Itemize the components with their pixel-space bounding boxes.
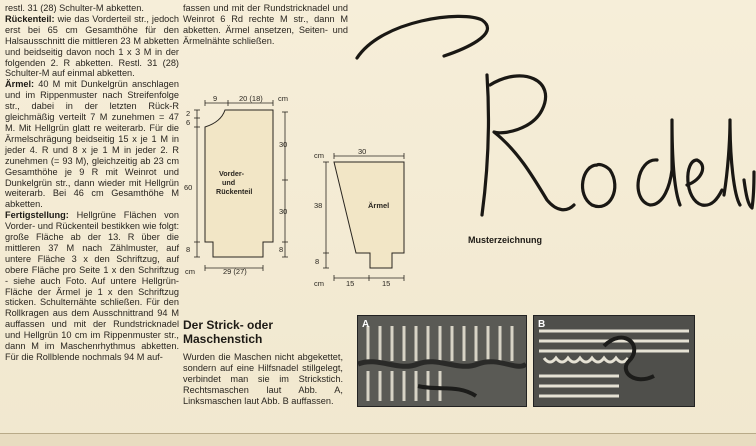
sleeve-left-dim-bottom: 8 (315, 257, 320, 266)
photo-b-label: B (538, 319, 546, 330)
photo-a-label: A (362, 319, 370, 330)
knit-stitch-illustration-a (358, 316, 526, 406)
body-left-dim-top: 2 (186, 109, 191, 118)
paragraph-sleeve (5, 79, 179, 210)
body-label-3: Rückenteil (216, 187, 253, 196)
sleeve-bottom-dim-1: 15 (346, 279, 355, 288)
text-back: wie das Vorderteil str., jedoch erst bei 65 cm Gesamthöhe für den Halsausschnitt die mittleren 23 M abketten und beidseitig davon noch 1 x 3 M in der folgenden 2. R abketten. Restl. 31 (28) Schulter-M auf einmal abketten. (5, 13, 179, 79)
musterzeichnung-label: Musterzeichnung (468, 235, 543, 245)
sleeve-top-unit: cm (314, 151, 324, 160)
text-front-end: restl. 31 (28) Schulter-M abketten. (5, 3, 144, 13)
text-finishing: Hellgrüne Flächen von Vorder- und Rückenteil bestikken wie folgt: große Fläche ab der 13. R über die mittleren 37 M nach Zählmuster, auf untere Fläche 3 x den Schriftzug, auf obere Fläche pro Seite 1 x den Schriftzug - siehe auch Foto. Auf untere Hellgrün-Fläche der Ärmel je 1 x den Schriftzug sticken. Schulternähte schließen. Für den Rollkragen aus dem Ausschnittrand 94 M auffassen und mit der Rundstricknadel und Hellgrün 10 cm im Rippenmuster str., dann M im Maschenrhythmus abketten. Für die Rollblende nochmals 94 M auf- (5, 210, 179, 362)
rodeln-script-pattern (352, 0, 756, 250)
body-schematic (183, 92, 303, 284)
photo-b (533, 315, 695, 407)
stitch-heading-line-1: Der Strick- oder (183, 318, 274, 332)
instructions-column-1 (5, 3, 179, 363)
body-top-unit: cm (278, 94, 288, 103)
sleeve-top-dim: 30 (358, 148, 367, 156)
body-top-dim-1: 9 (213, 94, 218, 103)
body-left-dim-bottom: 8 (186, 245, 191, 254)
sleeve-left-dim: 38 (314, 201, 323, 210)
paragraph-back (5, 14, 179, 79)
body-shape (205, 110, 273, 257)
photo-a (357, 315, 527, 407)
paragraph-finishing (5, 210, 179, 363)
sleeve-label: Ärmel (368, 201, 390, 210)
body-right-dim-mid: 30 (279, 207, 288, 216)
body-bottom-unit: cm (185, 267, 195, 276)
body-label-2: und (222, 178, 236, 187)
body-top-dim-2: 20 (18) (239, 94, 263, 103)
page-bottom-strip (0, 433, 756, 446)
stitch-text: Wurden die Maschen nicht abgekettet, sondern auf eine Hilfsnadel stillgelegt, verbindet man sie im Strickstich. Rechtsmaschen laut Abb. A, Linksmaschen laut Abb. B auffassen. (183, 352, 343, 406)
stitch-heading-line-2: Maschenstich (183, 332, 263, 346)
heading-back: Rückenteil: (5, 13, 55, 24)
text-sleeve: 40 M mit Dunkelgrün anschlagen und im Rippenmuster nach Streifenfolge str., dabei in der letzten Rück-R gleichmäßig verteilt 7 M zunehmen = 47 M. Mit Hellgrün glatt re weiterarb. Für die Ärmelschrägung beidseitig 15 x je 1 M in jeder 4. R und 8 x je 1 M in jeder 2. R zunehmen (= 93 M), gleichzeitig ab 23 cm Gesamthöhe je 9 R mit Weinrot und Dunkelgrün str., dann wieder mit Hellgrün weiterarb. Bei 46 cm Gesamthöhe M abketten. (5, 79, 179, 210)
body-left-dim-small: 6 (186, 118, 191, 127)
body-left-dim-mid: 60 (184, 183, 193, 192)
body-right-dim-low: 8 (279, 245, 284, 254)
purl-stitch-illustration-b (534, 316, 694, 406)
body-label-1: Vorder- (219, 169, 245, 178)
body-right-dim-top: 30 (279, 140, 288, 149)
stitch-heading (183, 318, 273, 346)
heading-sleeve: Ärmel: (5, 79, 35, 90)
sleeve-bottom-unit: cm (314, 279, 324, 288)
instructions-column-2 (183, 3, 348, 47)
heading-finishing: Fertigstellung: (5, 210, 69, 221)
paragraph-front (5, 3, 179, 14)
body-bottom-dim: 29 (27) (223, 267, 247, 276)
sleeve-bottom-dim-2: 15 (382, 279, 391, 288)
text-column-2: fassen und mit der Rundstricknadel und Weinrot 6 Rd rechte M str., dann M abketten. Ärmel ansetzen, Seiten- und Ärmelnähte schließen. (183, 3, 348, 46)
